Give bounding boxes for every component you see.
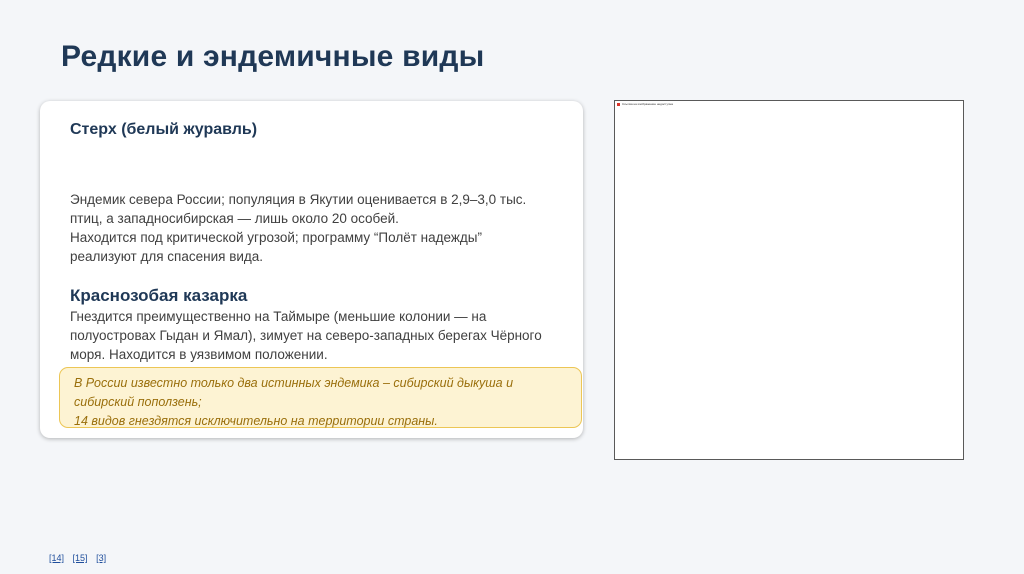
text-line: Гнездится преимущественно на Таймыре (меньшие колонии — на <box>70 309 487 324</box>
text-line: полуостровах Гыдан и Ямал), зимует на северо-западных берегах Чёрного <box>70 328 542 343</box>
slide-title: Редкие и эндемичные виды <box>61 40 485 73</box>
text-line: реализуют для спасения вида. <box>70 249 264 264</box>
section-text-crane <box>70 190 575 266</box>
broken-image-icon <box>617 103 620 106</box>
note-line: В России известно только два истинных эндемика – сибирский дыкуша и <box>74 376 514 390</box>
endemic-note-callout <box>59 367 582 428</box>
text-line: Эндемик севера России; популяция в Якутии оценивается в 2,9–3,0 тыс. <box>70 192 527 207</box>
section-title-goose: Краснозобая казарка <box>70 286 248 305</box>
text-line: птиц, а западносибирская — лишь около 20 особей. <box>70 211 399 226</box>
section-text-goose <box>70 307 575 364</box>
text-line: Находится под критической угрозой; программу “Полёт надежды” <box>70 230 482 245</box>
text-line: моря. Находится в уязвимом положении. <box>70 347 328 362</box>
references <box>49 553 112 563</box>
section-title-crane: Стерх (белый журавль) <box>70 121 258 138</box>
note-line: сибирский поползень; <box>74 395 202 409</box>
reference-link[interactable]: [14] <box>49 553 65 563</box>
image-placeholder <box>614 100 964 460</box>
reference-link[interactable]: [3] <box>96 553 107 563</box>
reference-link[interactable]: [15] <box>72 553 88 563</box>
image-caption: Ссылка на изображение недоступна <box>622 102 673 106</box>
note-line: 14 видов гнездятся исключительно на территории страны. <box>74 414 438 428</box>
